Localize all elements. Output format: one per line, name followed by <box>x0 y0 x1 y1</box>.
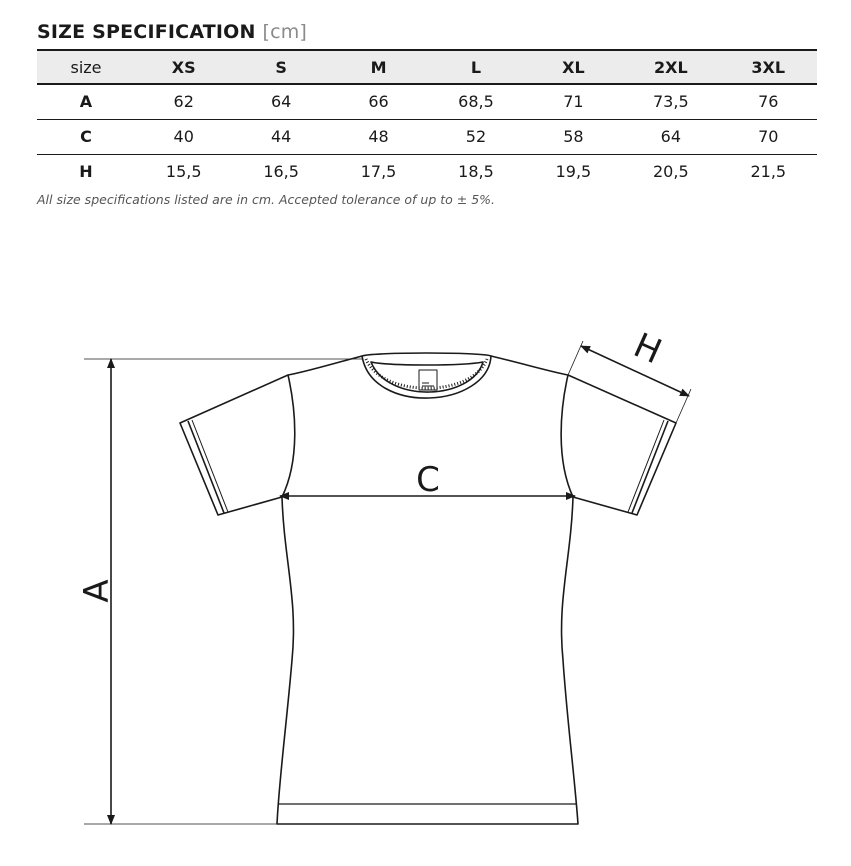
size-corner-label: size <box>70 57 102 77</box>
measure-h <box>568 341 691 423</box>
measure-a-label: A <box>77 579 117 603</box>
table-cell: 66 <box>368 92 389 112</box>
table-cell: 70 <box>758 127 779 146</box>
table-cell: 64 <box>660 127 681 146</box>
table-cell: 58 <box>563 127 584 146</box>
tshirt-outline <box>180 353 676 824</box>
table-cell: 52 <box>465 127 487 146</box>
tshirt-body-outline <box>180 356 676 824</box>
table-cell: 17,5 <box>360 162 397 182</box>
title-unit: [cm] <box>262 21 308 43</box>
table-cell: 68,5 <box>458 92 494 112</box>
table-cell: 18,5 <box>458 162 494 182</box>
left-armhole-seam <box>282 375 295 497</box>
size-header-l: L <box>470 57 482 77</box>
measure-h-label: H <box>627 325 668 373</box>
size-header-s: S <box>275 57 287 77</box>
collar-inner <box>371 362 483 392</box>
table-cell: 15,5 <box>165 162 202 182</box>
right-armhole-seam <box>561 375 573 497</box>
table-cell: 16,5 <box>263 162 299 182</box>
measure-a <box>84 359 362 824</box>
size-header-m: M <box>370 57 387 77</box>
table-cell: 40 <box>173 127 194 146</box>
left-sleeve-hem <box>188 421 224 513</box>
size-header-2xl: 2XL <box>653 57 688 77</box>
table-cell: 71 <box>563 92 584 112</box>
right-sleeve-hem <box>632 421 668 513</box>
table-cell: 73,5 <box>653 92 689 112</box>
table-cell: 21,5 <box>750 162 787 182</box>
tolerance-note: All size specifications listed are in cm. Accepted tolerance of up to ± 5%. <box>37 192 496 207</box>
table-cell: 44 <box>270 127 292 146</box>
title-text: SIZE SPECIFICATION <box>37 21 256 43</box>
row-label-a: A <box>79 92 93 112</box>
row-label-c: C <box>80 127 92 146</box>
table-cell: 20,5 <box>653 162 689 182</box>
table-cell: 64 <box>270 92 292 112</box>
row-label-h: H <box>79 162 93 182</box>
table-cell: 62 <box>173 92 194 112</box>
size-header-xl: XL <box>562 57 585 77</box>
table-cell: 19,5 <box>555 162 592 182</box>
measure-c-label: C <box>416 460 440 500</box>
table-cell: 48 <box>368 127 389 146</box>
measure-h-guide-left <box>568 341 583 375</box>
table-cell: 76 <box>758 92 779 112</box>
neck-label-logo <box>422 383 434 386</box>
size-header-xs: XS <box>171 57 196 77</box>
size-header-3xl: 3XL <box>751 57 786 77</box>
